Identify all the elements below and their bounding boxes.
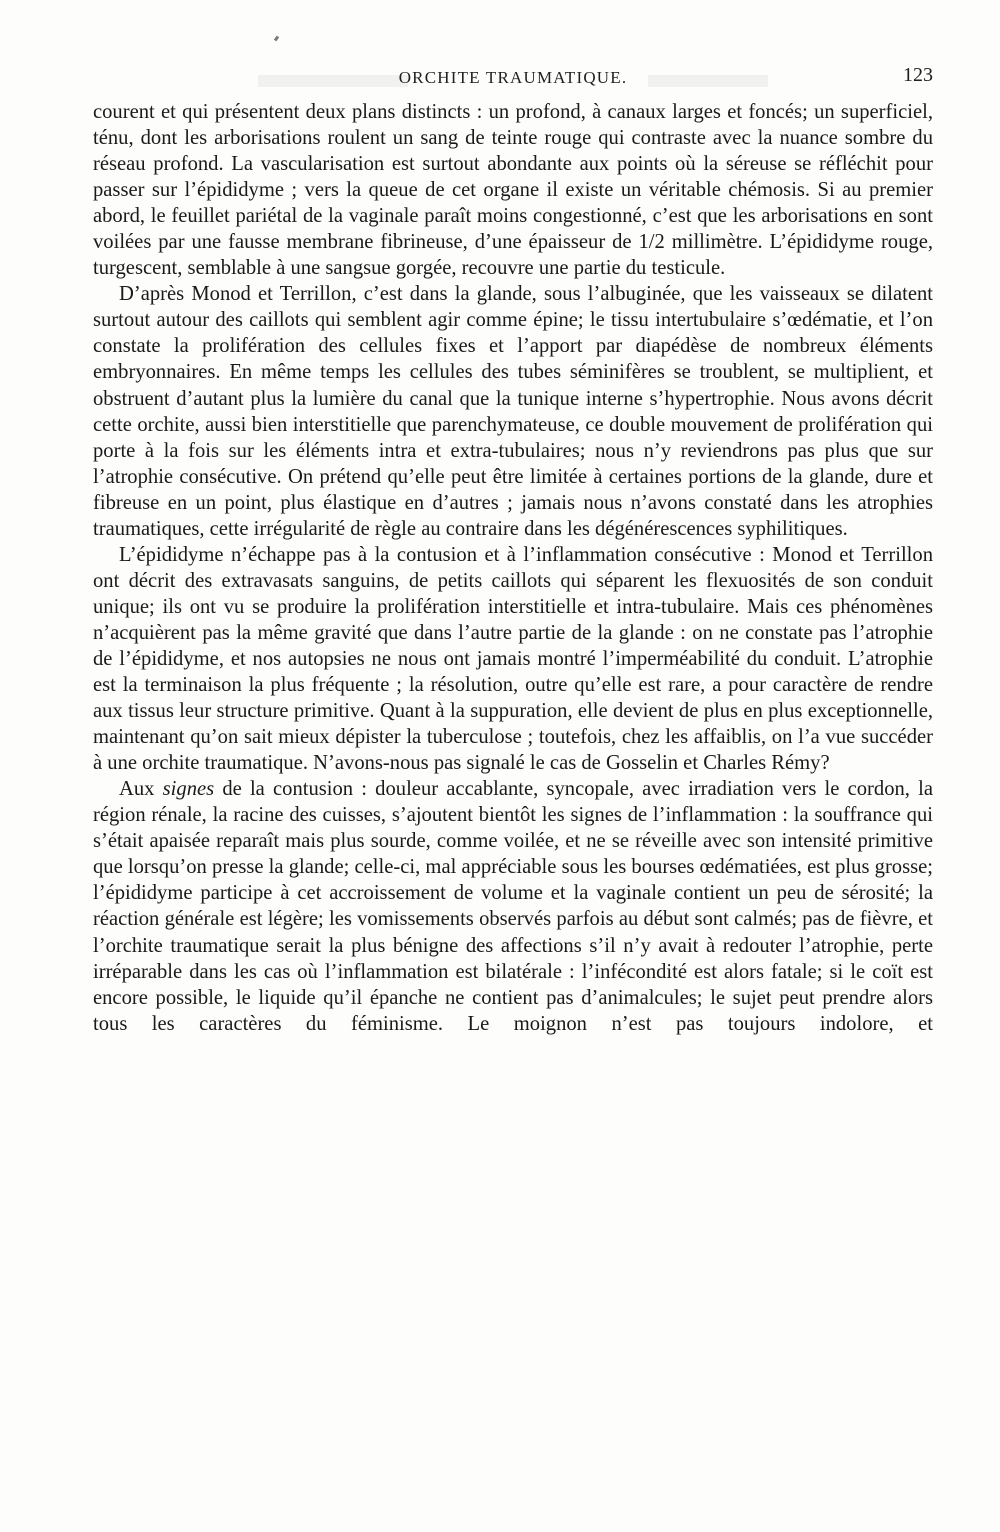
signes-lead: Aux <box>119 778 163 801</box>
body-text <box>93 99 933 1037</box>
paragraph-signes <box>93 776 933 1036</box>
running-title: ORCHITE TRAUMATIQUE. <box>398 68 628 87</box>
page-number: 123 <box>903 64 933 86</box>
signes-rest: de la contusion : douleur accablante, syncopale, avec irradiation vers le cordon, la région rénale, la racine des cuisses, s’ajoutent bientôt les signes de l’inflammation : la souffrance qui s’était apaisée reparaît mais plus sourde, comme voilée, et ne se réveille avec son intensité primitive que lorsqu’on presse la glande; celle-ci, mal appréciable sous les bourses œdématiées, est plus grosse; l’épididyme participe à cet accroissement de volume et la vaginale contient un peu de sérosité; la réaction générale est légère; les vomissements observés parfois au début sont calmés; pas de fièvre, et l’orchite traumatique serait la plus bénigne des affections s’il n’y avait à redouter l’atrophie, perte irréparable dans les cas où l’inflammation est bilatérale : l’infécondité est alors fatale; si le coït est encore possible, le liquide qu’il épanche ne contient pas d’animalcules; le sujet peut prendre alors tous les caractères du féminisme. Le moignon n’est pas toujours indolore, et <box>93 778 933 1035</box>
paragraph-epididyme: L’épididyme n’échappe pas à la contusion et à l’inflammation consécutive : Monod et Terrillon ont décrit des extravasats sanguins, de petits caillots qui séparent les flexuosités de son conduit unique; ils ont vu se produire la prolifération interstitielle et intra-tubulaire. Mais ces phénomènes n’acquièrent pas la même gravité que dans l’autre partie de la glande : on ne constate pas l’atrophie de l’épididyme, et nos autopsies ne nous ont jamais montré l’imperméabilité du conduit. L’atrophie est la terminaison la plus fréquente ; la résolution, outre qu’elle est rare, a pour caractère de rendre aux tissus leur structure primitive. Quant à la suppuration, elle devient de plus en plus exceptionnelle, maintenant qu’on sait mieux dépister la tuberculose ; toutefois, chez les affaiblis, on l’a vue succéder à une orchite traumatique. N’avons-nous pas signalé le cas de Gosselin et Charles Rémy? <box>93 543 933 775</box>
paragraph-monod-terrillon: D’après Monod et Terrillon, c’est dans la glande, sous l’albuginée, que les vaisseaux se dilatent surtout autour des caillots qui semblent agir comme épine; le tissu intertubulaire s’œdématie, et l’on constate la prolifération des cellules fixes et l’apport par diapédèse de nombreux éléments embryonnaires. En même temps les cellules des tubes séminifères se troublent, se multiplient, et obstruent d’autant plus la lumière du canal que la tunique interne s’hypertrophie. Nous avons décrit cette orchite, aussi bien interstitielle que parenchymateuse, ce double mouvement de prolifération qui porte à la fois sur les éléments intra et extra-tubulaires; nous n’y reviendrons pas plus que sur l’atrophie consécutive. On prétend qu’elle peut être limitée à certaines portions de la glande, dure et fibreuse en un point, plus élastique en d’autres ; jamais nous n’avons constaté dans les atrophies traumatiques, cette irrégularité de règle au contraire dans les dégénérescences syphilitiques. <box>93 283 933 540</box>
running-head <box>93 62 933 96</box>
print-speck <box>274 36 279 42</box>
signes-emphasis: signes <box>162 778 215 801</box>
paragraph-continuation: courent et qui présentent deux plans distincts : un profond, à canaux larges et foncés; un superficiel, ténu, dont les arborisations roulent un sang de teinte rouge qui contraste avec la nuance sombre du réseau profond. La vascularisation est surtout abondante aux points où la séreuse se réfléchit pour passer sur l’épididyme ; vers la queue de cet organe il existe un véritable chémosis. Si au premier abord, le feuillet pariétal de la vaginale paraît moins congestionné, c’est que les arborisations en sont voilées par une fausse membrane fibrineuse, d’une épaisseur de 1/2 millimètre. L’épididyme rouge, turgescent, semblable à une sangsue gorgée, recouvre une partie du testicule. <box>93 101 933 280</box>
